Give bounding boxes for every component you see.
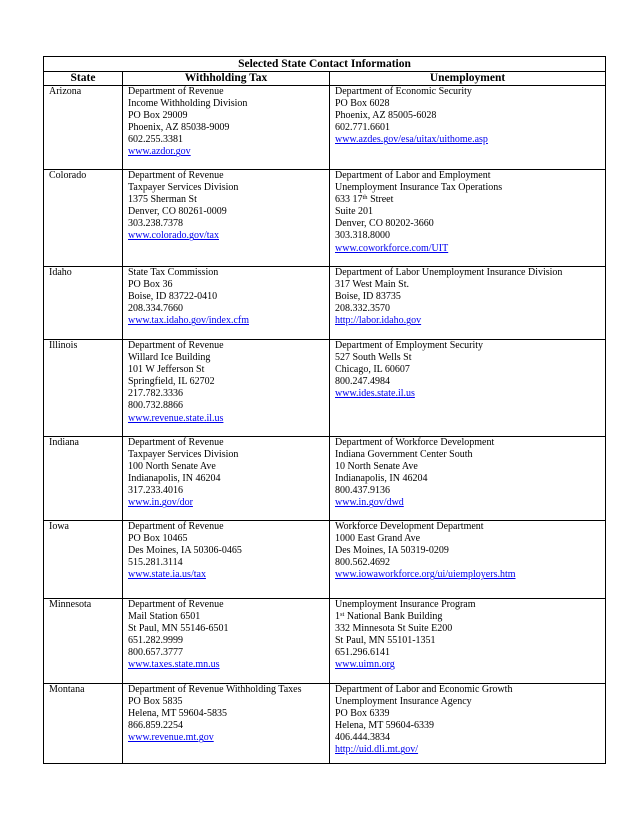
state-name: Montana (49, 684, 85, 695)
state-cell (44, 599, 123, 684)
withholding-link[interactable]: www.tax.idaho.gov/index.cfm (128, 315, 249, 327)
table-row (44, 437, 606, 521)
unemployment-line: 317 West Main St. (335, 279, 410, 291)
unemployment-cell (330, 521, 606, 599)
unemployment-line: 1000 East Grand Ave (335, 533, 421, 545)
withholding-link[interactable]: www.in.gov/dor (128, 497, 193, 509)
withholding-line: PO Box 29009 (128, 110, 188, 122)
unemployment-line: 651.296.6141 (335, 647, 390, 659)
state-name: Iowa (49, 521, 69, 532)
unemployment-link[interactable]: http://labor.idaho.gov (335, 315, 422, 327)
withholding-line: Springfield, IL 62702 (128, 376, 215, 388)
unemployment-line: Department of Economic Security (335, 86, 472, 97)
withholding-line: 515.281.3114 (128, 557, 183, 569)
state-name: Colorado (49, 170, 87, 181)
unemployment-link-wrap (335, 243, 605, 255)
header-unemployment: Unemployment (330, 72, 606, 86)
withholding-line: Department of Revenue (128, 521, 224, 532)
withholding-line: 1375 Sherman St (128, 194, 197, 206)
unemployment-line: PO Box 6339 (335, 708, 390, 720)
unemployment-link-wrap (335, 134, 605, 146)
withholding-line: Department of Revenue (128, 86, 224, 97)
unemployment-line: St Paul, MN 55101-1351 (335, 635, 436, 647)
unemployment-link[interactable]: http://uid.dli.mt.gov/ (335, 744, 419, 756)
withholding-line: PO Box 5835 (128, 696, 183, 708)
unemployment-line: Denver, CO 80202-3660 (335, 218, 434, 230)
header-state: State (44, 72, 123, 86)
unemployment-cell (330, 599, 606, 684)
unemployment-link-wrap (335, 744, 605, 756)
table-row (44, 170, 606, 267)
unemployment-line: Department of Employment Security (335, 340, 484, 351)
unemployment-cell (330, 437, 606, 521)
state-name: Arizona (49, 86, 82, 97)
unemployment-line: 800.437.9136 (335, 485, 390, 497)
withholding-line: 651.282.9999 (128, 635, 183, 647)
unemployment-line: 800.562.4692 (335, 557, 390, 569)
withholding-line: 101 W Jefferson St (128, 364, 205, 376)
unemployment-cell (330, 340, 606, 437)
withholding-line: Department of Revenue (128, 599, 224, 610)
unemployment-line: Department of Labor Unemployment Insurance Division (335, 267, 563, 278)
unemployment-line: 332 Minnesota St Suite E200 (335, 623, 453, 635)
withholding-line: 866.859.2254 (128, 720, 183, 732)
withholding-line: 303.238.7378 (128, 218, 183, 230)
state-cell (44, 521, 123, 599)
unemployment-link-wrap (335, 497, 605, 509)
withholding-line: Phoenix, AZ 85038-9009 (128, 122, 230, 134)
state-name: Minnesota (49, 599, 92, 610)
state-name: Illinois (49, 340, 78, 351)
header-withholding: Withholding Tax (123, 72, 330, 86)
withholding-line: Helena, MT 59604-5835 (128, 708, 227, 720)
withholding-link-wrap (128, 569, 329, 581)
unemployment-link[interactable]: www.azdes.gov/esa/uitax/uithome.asp (335, 134, 488, 146)
withholding-cell (123, 267, 330, 340)
withholding-line: 800.732.8866 (128, 400, 183, 412)
withholding-link-wrap (128, 315, 329, 327)
withholding-link-wrap (128, 732, 329, 744)
withholding-link[interactable]: www.state.ia.us/tax (128, 569, 206, 581)
withholding-link[interactable]: www.revenue.state.il.us (128, 412, 224, 424)
withholding-line: 217.782.3336 (128, 388, 183, 400)
unemployment-line: 602.771.6601 (335, 122, 390, 134)
table-title: Selected State Contact Information (44, 57, 606, 72)
withholding-line: Des Moines, IA 50306-0465 (128, 545, 242, 557)
unemployment-line: Department of Workforce Development (335, 437, 495, 448)
withholding-line: Department of Revenue (128, 437, 224, 448)
unemployment-line: 800.247.4984 (335, 376, 390, 388)
unemployment-line: Department of Labor and Economic Growth (335, 684, 513, 695)
unemployment-cell (330, 684, 606, 764)
unemployment-line: 406.444.3834 (335, 732, 390, 744)
unemployment-line: Indianapolis, IN 46204 (335, 473, 428, 485)
withholding-link[interactable]: www.revenue.mt.gov (128, 732, 214, 744)
unemployment-line: 10 North Senate Ave (335, 461, 418, 473)
unemployment-line: Workforce Development Department (335, 521, 484, 532)
withholding-link-wrap (128, 230, 329, 242)
unemployment-link[interactable]: www.uimn.org (335, 659, 395, 671)
unemployment-line: Chicago, IL 60607 (335, 364, 410, 376)
withholding-line: Boise, ID 83722-0410 (128, 291, 218, 303)
unemployment-line: Boise, ID 83735 (335, 291, 401, 303)
unemployment-line: Indiana Government Center South (335, 449, 473, 461)
unemployment-line: 303.318.8000 (335, 230, 390, 242)
withholding-link[interactable]: www.taxes.state.mn.us (128, 659, 220, 671)
unemployment-link-wrap (335, 388, 605, 400)
state-cell (44, 437, 123, 521)
unemployment-link[interactable]: www.coworkforce.com/UIT (335, 242, 449, 254)
unemployment-line: Unemployment Insurance Program (335, 599, 476, 610)
withholding-cell (123, 340, 330, 437)
contact-table (43, 56, 606, 764)
withholding-link-wrap (128, 413, 329, 425)
withholding-cell (123, 599, 330, 684)
withholding-line: Willard Ice Building (128, 352, 211, 364)
state-cell (44, 340, 123, 437)
withholding-line: Taxpayer Services Division (128, 182, 239, 194)
withholding-cell (123, 170, 330, 267)
table-row (44, 340, 606, 437)
unemployment-line: Phoenix, AZ 85005-6028 (335, 110, 437, 122)
unemployment-cell (330, 86, 606, 170)
withholding-line: 317.233.4016 (128, 485, 183, 497)
withholding-line: PO Box 36 (128, 279, 173, 291)
withholding-link[interactable]: www.colorado.gov/tax (128, 230, 219, 242)
withholding-line: State Tax Commission (128, 267, 219, 278)
unemployment-link-wrap (335, 315, 605, 327)
unemployment-line: PO Box 6028 (335, 98, 390, 110)
contact-document (43, 56, 605, 764)
withholding-line: 208.334.7660 (128, 303, 183, 315)
table-row (44, 86, 606, 170)
unemployment-line: 633 17th Street (335, 194, 394, 206)
unemployment-line: 527 South Wells St (335, 352, 412, 364)
table-row (44, 521, 606, 599)
state-cell (44, 86, 123, 170)
unemployment-line: Department of Labor and Employment (335, 170, 491, 181)
withholding-link-wrap (128, 497, 329, 509)
withholding-line: St Paul, MN 55146-6501 (128, 623, 229, 635)
unemployment-link-wrap (335, 569, 605, 581)
withholding-line: PO Box 10465 (128, 533, 188, 545)
state-name: Indiana (49, 437, 79, 448)
table-row (44, 684, 606, 764)
unemployment-line: Helena, MT 59604-6339 (335, 720, 434, 732)
table-row (44, 267, 606, 340)
unemployment-link[interactable]: www.ides.state.il.us (335, 388, 415, 400)
table-row (44, 599, 606, 684)
unemployment-link-wrap (335, 659, 605, 671)
withholding-link[interactable]: www.azdor.gov (128, 146, 191, 158)
withholding-line: Indianapolis, IN 46204 (128, 473, 221, 485)
unemployment-cell (330, 267, 606, 340)
withholding-link-wrap (128, 146, 329, 158)
state-name: Idaho (49, 267, 72, 278)
unemployment-line: Suite 201 (335, 206, 374, 218)
state-cell (44, 684, 123, 764)
unemployment-line: Unemployment Insurance Agency (335, 696, 472, 708)
withholding-cell (123, 521, 330, 599)
unemployment-line: Des Moines, IA 50319-0209 (335, 545, 449, 557)
withholding-cell (123, 684, 330, 764)
state-cell (44, 267, 123, 340)
withholding-line: 100 North Senate Ave (128, 461, 216, 473)
withholding-line: Denver, CO 80261-0009 (128, 206, 227, 218)
withholding-line: Taxpayer Services Division (128, 449, 239, 461)
withholding-line: Department of Revenue Withholding Taxes (128, 684, 302, 695)
unemployment-link[interactable]: www.iowaworkforce.org/ui/uiemployers.htm (335, 569, 516, 581)
unemployment-line: 1st National Bank Building (335, 611, 443, 623)
withholding-line: Mail Station 6501 (128, 611, 201, 623)
withholding-line: 602.255.3381 (128, 134, 183, 146)
withholding-link-wrap (128, 659, 329, 671)
unemployment-link[interactable]: www.in.gov/dwd (335, 497, 404, 509)
withholding-cell (123, 437, 330, 521)
withholding-line: 800.657.3777 (128, 647, 183, 659)
withholding-line: Income Withholding Division (128, 98, 248, 110)
withholding-line: Department of Revenue (128, 340, 224, 351)
withholding-cell (123, 86, 330, 170)
unemployment-line: 208.332.3570 (335, 303, 390, 315)
unemployment-cell (330, 170, 606, 267)
withholding-line: Department of Revenue (128, 170, 224, 181)
unemployment-line: Unemployment Insurance Tax Operations (335, 182, 503, 194)
state-cell (44, 170, 123, 267)
